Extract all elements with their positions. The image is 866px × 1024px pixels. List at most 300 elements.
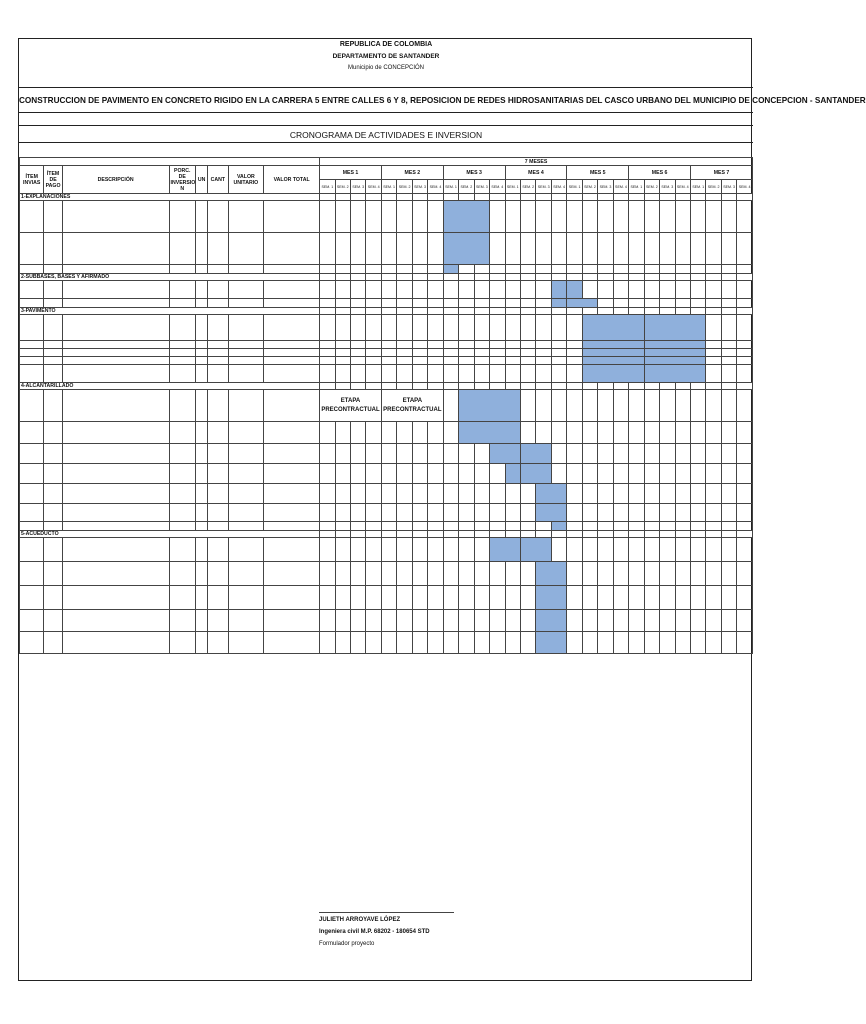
- schedule-cell: [412, 484, 427, 504]
- schedule-cell: [474, 464, 489, 484]
- item-description: [62, 233, 169, 265]
- item-row: [20, 538, 753, 562]
- schedule-cell: [443, 390, 458, 422]
- schedule-cell: [412, 531, 427, 538]
- schedule-cell: [397, 562, 412, 586]
- schedule-cell: [644, 586, 659, 610]
- schedule-cell: [721, 194, 736, 201]
- schedule-cell: [567, 341, 582, 349]
- schedule-cell: [721, 308, 736, 315]
- item-valor-total: [264, 357, 320, 365]
- schedule-cell: [629, 464, 644, 484]
- schedule-cell: [351, 357, 366, 365]
- schedule-cell: [551, 341, 566, 349]
- schedule-cell: [428, 538, 443, 562]
- schedule-cell: [644, 484, 659, 504]
- schedule-cell: [598, 390, 613, 422]
- item-porc: [169, 201, 195, 233]
- schedule-cell: [490, 308, 505, 315]
- schedule-cell: [412, 349, 427, 357]
- schedule-cell: [721, 504, 736, 522]
- schedule-cell: [690, 422, 705, 444]
- schedule-cell: [335, 233, 350, 265]
- schedule-cell: [366, 522, 381, 531]
- schedule-cell: [598, 422, 613, 444]
- schedule-cell: [490, 281, 505, 299]
- schedule-cell: [490, 383, 505, 390]
- schedule-cell: [660, 504, 675, 522]
- schedule-cell: [551, 201, 566, 233]
- schedule-cell: [521, 341, 536, 349]
- schedule-cell: [660, 444, 675, 464]
- schedule-cell: [521, 610, 536, 632]
- item-pago: [44, 265, 62, 274]
- schedule-cell: [335, 308, 350, 315]
- schedule-cell: [706, 299, 721, 308]
- schedule-cell: [320, 504, 335, 522]
- schedule-cell: [505, 531, 520, 538]
- schedule-cell: [381, 308, 396, 315]
- schedule-cell: [443, 194, 458, 201]
- schedule-cell: [706, 504, 721, 522]
- schedule-cell: [320, 531, 335, 538]
- schedule-cell: [490, 484, 505, 504]
- schedule-cell: [536, 315, 551, 341]
- schedule-cell: [428, 233, 443, 265]
- schedule-cell: [551, 194, 566, 201]
- schedule-cell: [567, 444, 582, 464]
- schedule-cell: [551, 383, 566, 390]
- item-description: [62, 522, 169, 531]
- item-unit: [196, 390, 208, 422]
- schedule-cell: [366, 299, 381, 308]
- week-header: SEM. 3: [660, 180, 675, 194]
- schedule-cell: [660, 383, 675, 390]
- schedule-cell: [320, 194, 335, 201]
- schedule-cell: [505, 357, 520, 365]
- schedule-cell: [598, 201, 613, 233]
- schedule-cell: [721, 562, 736, 586]
- schedule-cell: [381, 522, 396, 531]
- schedule-cell: [459, 308, 474, 315]
- schedule-cell: [351, 562, 366, 586]
- schedule-cell: [474, 299, 489, 308]
- schedule-cell: [381, 610, 396, 632]
- item-cant: [208, 538, 228, 562]
- schedule-bar: [582, 349, 644, 357]
- schedule-cell: [351, 299, 366, 308]
- schedule-cell: [443, 562, 458, 586]
- schedule-cell: [536, 265, 551, 274]
- schedule-cell: [644, 281, 659, 299]
- schedule-cell: [737, 308, 753, 315]
- schedule-cell: [443, 464, 458, 484]
- schedule-cell: [582, 538, 597, 562]
- section-title: 3-PAVIMENTO: [20, 308, 320, 315]
- schedule-cell: [613, 610, 628, 632]
- schedule-bar: [459, 390, 521, 422]
- item-unit: [196, 464, 208, 484]
- item-valor-total: [264, 281, 320, 299]
- item-unit: [196, 315, 208, 341]
- schedule-cell: [675, 538, 690, 562]
- schedule-cell: [351, 274, 366, 281]
- schedule-cell: [351, 444, 366, 464]
- item-pago: [44, 349, 62, 357]
- schedule-cell: [644, 522, 659, 531]
- item-invias: [20, 341, 44, 349]
- schedule-cell: [366, 531, 381, 538]
- schedule-cell: [351, 233, 366, 265]
- schedule-cell: [428, 315, 443, 341]
- item-porc: [169, 562, 195, 586]
- item-pago: [44, 444, 62, 464]
- schedule-cell: [397, 308, 412, 315]
- item-invias: [20, 422, 44, 444]
- item-unit: [196, 281, 208, 299]
- schedule-cell: [660, 281, 675, 299]
- schedule-cell: [644, 274, 659, 281]
- item-porc: [169, 464, 195, 484]
- item-unit: [196, 632, 208, 654]
- schedule-cell: [737, 299, 753, 308]
- schedule-cell: [690, 464, 705, 484]
- schedule-cell: [459, 464, 474, 484]
- schedule-cell: [598, 299, 613, 308]
- schedule-cell: [629, 586, 644, 610]
- schedule-bar: [490, 444, 521, 464]
- schedule-cell: [675, 531, 690, 538]
- schedule-cell: [737, 341, 753, 349]
- schedule-cell: [443, 444, 458, 464]
- schedule-cell: [521, 562, 536, 586]
- schedule-cell: [521, 632, 536, 654]
- schedule-cell: [490, 464, 505, 484]
- item-row: [20, 562, 753, 586]
- item-valor-unitario: [228, 281, 264, 299]
- schedule-cell: [613, 538, 628, 562]
- schedule-cell: [660, 299, 675, 308]
- schedule-cell: [582, 610, 597, 632]
- item-cant: [208, 265, 228, 274]
- week-header: SEM. 4: [366, 180, 381, 194]
- schedule-cell: [351, 194, 366, 201]
- schedule-cell: [551, 357, 566, 365]
- schedule-cell: [397, 586, 412, 610]
- schedule-cell: [582, 274, 597, 281]
- col-valor-total: VALOR TOTAL: [264, 166, 320, 194]
- item-description: [62, 265, 169, 274]
- schedule-cell: [490, 610, 505, 632]
- schedule-cell: [521, 357, 536, 365]
- item-invias: [20, 444, 44, 464]
- schedule-cell: [474, 194, 489, 201]
- header-spacer: [20, 158, 320, 166]
- schedule-cell: [412, 274, 427, 281]
- schedule-cell: [474, 586, 489, 610]
- week-header: SEM. 3: [721, 180, 736, 194]
- item-valor-unitario: [228, 562, 264, 586]
- item-cant: [208, 444, 228, 464]
- schedule-cell: [412, 586, 427, 610]
- schedule-cell: [675, 201, 690, 233]
- item-cant: [208, 357, 228, 365]
- item-description: [62, 390, 169, 422]
- item-row: [20, 265, 753, 274]
- schedule-cell: [320, 349, 335, 357]
- schedule-cell: [474, 538, 489, 562]
- month-header: MES 5: [567, 166, 629, 180]
- item-valor-total: [264, 522, 320, 531]
- schedule-cell: [412, 201, 427, 233]
- schedule-cell: [474, 308, 489, 315]
- schedule-cell: [536, 390, 551, 422]
- item-valor-total: [264, 422, 320, 444]
- item-pago: [44, 504, 62, 522]
- schedule-cell: [505, 265, 520, 274]
- schedule-cell: [335, 444, 350, 464]
- schedule-cell: [660, 538, 675, 562]
- schedule-cell: [474, 484, 489, 504]
- schedule-cell: [335, 383, 350, 390]
- schedule-bar: [443, 201, 489, 233]
- schedule-cell: [660, 422, 675, 444]
- schedule-cell: [397, 349, 412, 357]
- schedule-cell: [490, 365, 505, 383]
- schedule-table: [19, 157, 753, 654]
- schedule-cell: [505, 484, 520, 504]
- schedule-cell: [706, 444, 721, 464]
- schedule-cell: [551, 538, 566, 562]
- item-unit: [196, 349, 208, 357]
- etapa-precontractual-label: ETAPA PRECONTRACTUAL: [320, 390, 382, 422]
- schedule-cell: [721, 274, 736, 281]
- item-invias: [20, 201, 44, 233]
- schedule-cell: [582, 522, 597, 531]
- schedule-cell: [397, 281, 412, 299]
- schedule-cell: [443, 281, 458, 299]
- item-valor-total: [264, 484, 320, 504]
- schedule-cell: [505, 194, 520, 201]
- schedule-cell: [505, 383, 520, 390]
- schedule-cell: [690, 299, 705, 308]
- item-valor-total: [264, 562, 320, 586]
- signer-role: Formulador proyecto: [319, 941, 375, 947]
- item-porc: [169, 504, 195, 522]
- schedule-cell: [335, 201, 350, 233]
- section-row: [20, 308, 753, 315]
- item-porc: [169, 610, 195, 632]
- schedule-cell: [551, 422, 566, 444]
- item-valor-unitario: [228, 504, 264, 522]
- schedule-cell: [381, 422, 396, 444]
- schedule-cell: [690, 444, 705, 464]
- schedule-cell: [629, 281, 644, 299]
- schedule-cell: [366, 484, 381, 504]
- item-valor-unitario: [228, 538, 264, 562]
- schedule-cell: [397, 531, 412, 538]
- item-pago: [44, 522, 62, 531]
- week-header: SEM. 1: [629, 180, 644, 194]
- section-title: 5-ACUEDUCTO: [20, 531, 320, 538]
- schedule-cell: [443, 365, 458, 383]
- schedule-cell: [335, 610, 350, 632]
- week-header: SEM. 2: [582, 180, 597, 194]
- schedule-cell: [706, 390, 721, 422]
- col-item-invias: ÍTEM INVIAS: [20, 166, 44, 194]
- schedule-cell: [582, 194, 597, 201]
- schedule-cell: [629, 390, 644, 422]
- schedule-cell: [721, 265, 736, 274]
- item-pago: [44, 610, 62, 632]
- schedule-cell: [335, 632, 350, 654]
- schedule-cell: [690, 281, 705, 299]
- schedule-cell: [428, 357, 443, 365]
- schedule-cell: [366, 586, 381, 610]
- schedule-cell: [474, 357, 489, 365]
- schedule-cell: [690, 504, 705, 522]
- schedule-cell: [490, 201, 505, 233]
- schedule-cell: [412, 194, 427, 201]
- schedule-cell: [490, 341, 505, 349]
- schedule-bar: [567, 299, 598, 308]
- week-header: SEM. 4: [613, 180, 628, 194]
- item-valor-unitario: [228, 390, 264, 422]
- schedule-cell: [474, 562, 489, 586]
- schedule-bar: [459, 422, 521, 444]
- schedule-cell: [536, 308, 551, 315]
- schedule-cell: [351, 610, 366, 632]
- item-unit: [196, 610, 208, 632]
- schedule-cell: [474, 365, 489, 383]
- schedule-cell: [582, 484, 597, 504]
- schedule-cell: [536, 233, 551, 265]
- schedule-cell: [721, 390, 736, 422]
- schedule-cell: [381, 357, 396, 365]
- item-valor-total: [264, 233, 320, 265]
- schedule-cell: [505, 586, 520, 610]
- schedule-cell: [351, 522, 366, 531]
- schedule-cell: [335, 265, 350, 274]
- schedule-cell: [721, 349, 736, 357]
- schedule-cell: [443, 357, 458, 365]
- schedule-cell: [459, 522, 474, 531]
- schedule-cell: [320, 522, 335, 531]
- schedule-cell: [459, 357, 474, 365]
- schedule-cell: [737, 281, 753, 299]
- schedule-cell: [381, 632, 396, 654]
- schedule-cell: [459, 444, 474, 464]
- week-header: SEM. 3: [412, 180, 427, 194]
- schedule-cell: [428, 274, 443, 281]
- schedule-bar: [521, 538, 552, 562]
- item-pago: [44, 632, 62, 654]
- item-valor-total: [264, 201, 320, 233]
- item-pago: [44, 201, 62, 233]
- schedule-cell: [706, 233, 721, 265]
- item-pago: [44, 299, 62, 308]
- schedule-cell: [351, 281, 366, 299]
- schedule-bar: [521, 464, 552, 484]
- month-header: MES 7: [690, 166, 752, 180]
- schedule-cell: [690, 233, 705, 265]
- item-porc: [169, 522, 195, 531]
- schedule-cell: [474, 531, 489, 538]
- week-header: SEM. 1: [505, 180, 520, 194]
- months-count-label: 7 MESES: [320, 158, 753, 166]
- item-porc: [169, 365, 195, 383]
- header-row: [20, 166, 753, 180]
- schedule-cell: [505, 562, 520, 586]
- item-unit: [196, 341, 208, 349]
- schedule-cell: [737, 315, 753, 341]
- schedule-cell: [582, 265, 597, 274]
- item-valor-total: [264, 632, 320, 654]
- schedule-cell: [443, 315, 458, 341]
- schedule-cell: [366, 265, 381, 274]
- schedule-cell: [660, 194, 675, 201]
- schedule-cell: [320, 538, 335, 562]
- schedule-cell: [567, 632, 582, 654]
- section-title: 2-SUBBASES, BASES Y AFIRMADO: [20, 274, 320, 281]
- schedule-cell: [582, 233, 597, 265]
- schedule-cell: [397, 444, 412, 464]
- schedule-cell: [521, 390, 536, 422]
- schedule-cell: [320, 201, 335, 233]
- item-pago: [44, 562, 62, 586]
- schedule-bar: [644, 341, 706, 349]
- schedule-cell: [536, 349, 551, 357]
- schedule-cell: [706, 201, 721, 233]
- schedule-cell: [613, 464, 628, 484]
- item-invias: [20, 349, 44, 357]
- schedule-cell: [644, 390, 659, 422]
- schedule-cell: [690, 484, 705, 504]
- item-description: [62, 586, 169, 610]
- item-cant: [208, 632, 228, 654]
- schedule-cell: [335, 357, 350, 365]
- schedule-cell: [613, 233, 628, 265]
- item-invias: [20, 632, 44, 654]
- week-header: SEM. 2: [397, 180, 412, 194]
- schedule-cell: [505, 201, 520, 233]
- week-header: SEM. 4: [675, 180, 690, 194]
- schedule-cell: [521, 349, 536, 357]
- schedule-cell: [598, 265, 613, 274]
- schedule-cell: [521, 299, 536, 308]
- item-row: [20, 444, 753, 464]
- schedule-cell: [690, 194, 705, 201]
- schedule-cell: [737, 464, 753, 484]
- item-cant: [208, 201, 228, 233]
- schedule-cell: [505, 349, 520, 357]
- schedule-cell: [706, 464, 721, 484]
- item-cant: [208, 464, 228, 484]
- schedule-cell: [675, 562, 690, 586]
- schedule-cell: [644, 610, 659, 632]
- schedule-cell: [629, 522, 644, 531]
- schedule-cell: [366, 504, 381, 522]
- schedule-cell: [335, 522, 350, 531]
- schedule-cell: [428, 610, 443, 632]
- schedule-cell: [660, 274, 675, 281]
- schedule-cell: [428, 422, 443, 444]
- item-unit: [196, 299, 208, 308]
- item-description: [62, 365, 169, 383]
- item-cant: [208, 281, 228, 299]
- schedule-cell: [428, 586, 443, 610]
- schedule-cell: [505, 610, 520, 632]
